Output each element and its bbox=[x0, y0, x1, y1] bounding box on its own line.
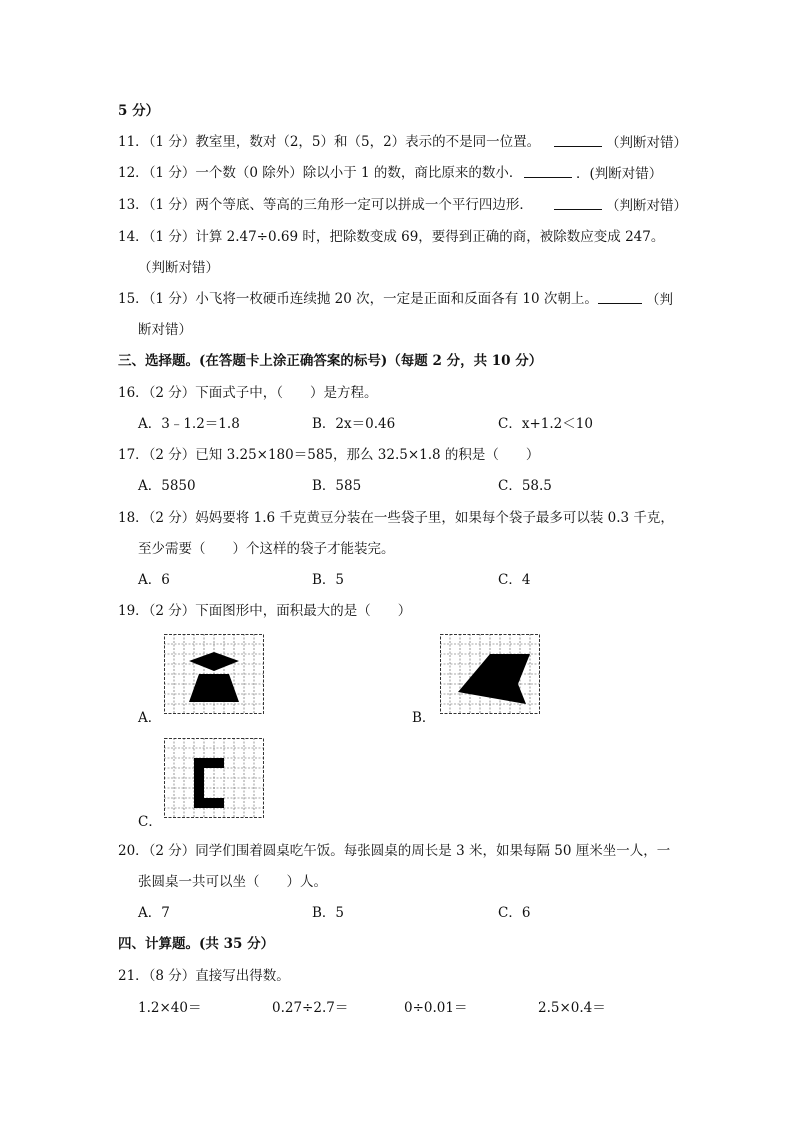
question-15 bbox=[118, 290, 598, 308]
option-17-b[interactable]: B．585 bbox=[312, 478, 362, 494]
option-17-a[interactable]: A．5850 bbox=[138, 478, 196, 494]
calc-item-4[interactable]: 2.5×0.4＝ bbox=[538, 1000, 606, 1016]
question-20-continuation: 张圆桌一共可以坐（ ）人。 bbox=[138, 874, 327, 890]
question-text: （1 分）教室里，数对（2，5）和（5，2）表示的不是同一位置。 bbox=[148, 134, 541, 150]
option-19-c-label[interactable]: C． bbox=[138, 814, 162, 830]
question-18-continuation: 至少需要（ ）个这样的袋子才能装完。 bbox=[138, 541, 395, 557]
question-text: （1 分）小飞将一枚硬币连续抛 20 次，一定是正面和反面各有 10 次朝上。 bbox=[148, 291, 598, 307]
question-number: 13． bbox=[118, 197, 149, 213]
option-20-c[interactable]: C．6 bbox=[498, 905, 531, 921]
judge-hint: ．(判断对错） bbox=[576, 166, 663, 182]
judge-hint: （判断对错） bbox=[606, 198, 687, 214]
answer-blank[interactable] bbox=[554, 133, 602, 147]
answer-blank[interactable] bbox=[554, 196, 602, 210]
question-19-stem: 19．（2 分）下面图形中，面积最大的是（ ） bbox=[118, 603, 412, 619]
option-20-a[interactable]: A．7 bbox=[138, 905, 170, 921]
question-12 bbox=[118, 164, 522, 182]
question-number: 14． bbox=[118, 229, 149, 245]
figure-a-grid[interactable] bbox=[164, 634, 264, 714]
answer-blank[interactable] bbox=[524, 164, 572, 178]
question-15-continuation: 断对错） bbox=[138, 322, 192, 338]
question-17-stem: 17．（2 分）已知 3.25×180＝585，那么 32.5×1.8 的积是（ ） bbox=[118, 447, 540, 463]
section-4-title: 四、计算题。(共 35 分） bbox=[118, 936, 275, 952]
option-16-a[interactable]: A．3﹣1.2＝1.8 bbox=[138, 416, 240, 432]
option-16-b[interactable]: B．2x＝0.46 bbox=[312, 416, 396, 432]
figure-b-grid[interactable] bbox=[440, 634, 540, 714]
question-number: 11． bbox=[118, 134, 149, 150]
question-20-stem: 20．（2 分）同学们围着圆桌吃午饭。每张圆桌的周长是 3 米，如果每隔 50 厘米坐一人，一 bbox=[118, 843, 671, 859]
option-18-a[interactable]: A．6 bbox=[138, 572, 170, 588]
question-13-answer bbox=[550, 196, 687, 215]
question-16-stem: 16．（2 分）下面式子中，（ ）是方程。 bbox=[118, 385, 378, 401]
answer-blank[interactable] bbox=[598, 290, 642, 304]
question-12-answer bbox=[520, 164, 662, 183]
option-17-c[interactable]: C．58.5 bbox=[498, 478, 552, 494]
question-text: （1 分）一个数（0 除外）除以小于 1 的数，商比原来的数小． bbox=[148, 165, 523, 181]
option-19-b-label[interactable]: B． bbox=[412, 710, 436, 726]
option-19-a-label[interactable]: A． bbox=[138, 710, 162, 726]
option-16-c[interactable]: C．x+1.2＜10 bbox=[498, 416, 593, 432]
option-18-c[interactable]: C．4 bbox=[498, 572, 531, 588]
judge-hint: （判 bbox=[646, 292, 673, 308]
question-13 bbox=[118, 196, 533, 214]
question-18-stem: 18．（2 分）妈妈要将 1.6 千克黄豆分装在一些袋子里，如果每个袋子最多可以装 0.3 千克， bbox=[118, 510, 674, 526]
question-text: （1 分）两个等底、等高的三角形一定可以拼成一个平行四边形． bbox=[148, 197, 533, 213]
question-14-judge-hint: （判断对错） bbox=[138, 260, 219, 276]
calc-item-1[interactable]: 1.2×40＝ bbox=[138, 1000, 202, 1016]
question-number: 12． bbox=[118, 165, 149, 181]
option-18-b[interactable]: B．5 bbox=[312, 572, 345, 588]
section-header-fragment: 5 分） bbox=[118, 103, 160, 119]
question-11 bbox=[118, 133, 540, 151]
option-20-b[interactable]: B．5 bbox=[312, 905, 345, 921]
figure-c-grid[interactable] bbox=[164, 738, 264, 818]
calc-item-2[interactable]: 0.27÷2.7＝ bbox=[272, 1000, 349, 1016]
question-text: （1 分）计算 2.47÷0.69 时，把除数变成 69，要得到正确的商，被除数应变成 247。 bbox=[148, 229, 665, 245]
question-14 bbox=[118, 228, 664, 246]
question-15-answer bbox=[594, 290, 673, 309]
question-21-stem: 21．（8 分）直接写出得数。 bbox=[118, 968, 290, 984]
question-number: 15． bbox=[118, 291, 149, 307]
question-11-answer bbox=[550, 133, 687, 152]
judge-hint: （判断对错） bbox=[606, 135, 687, 151]
section-3-title: 三、选择题。(在答题卡上涂正确答案的标号)（每题 2 分，共 10 分） bbox=[118, 353, 543, 369]
calc-item-3[interactable]: 0÷0.01＝ bbox=[404, 1000, 468, 1016]
